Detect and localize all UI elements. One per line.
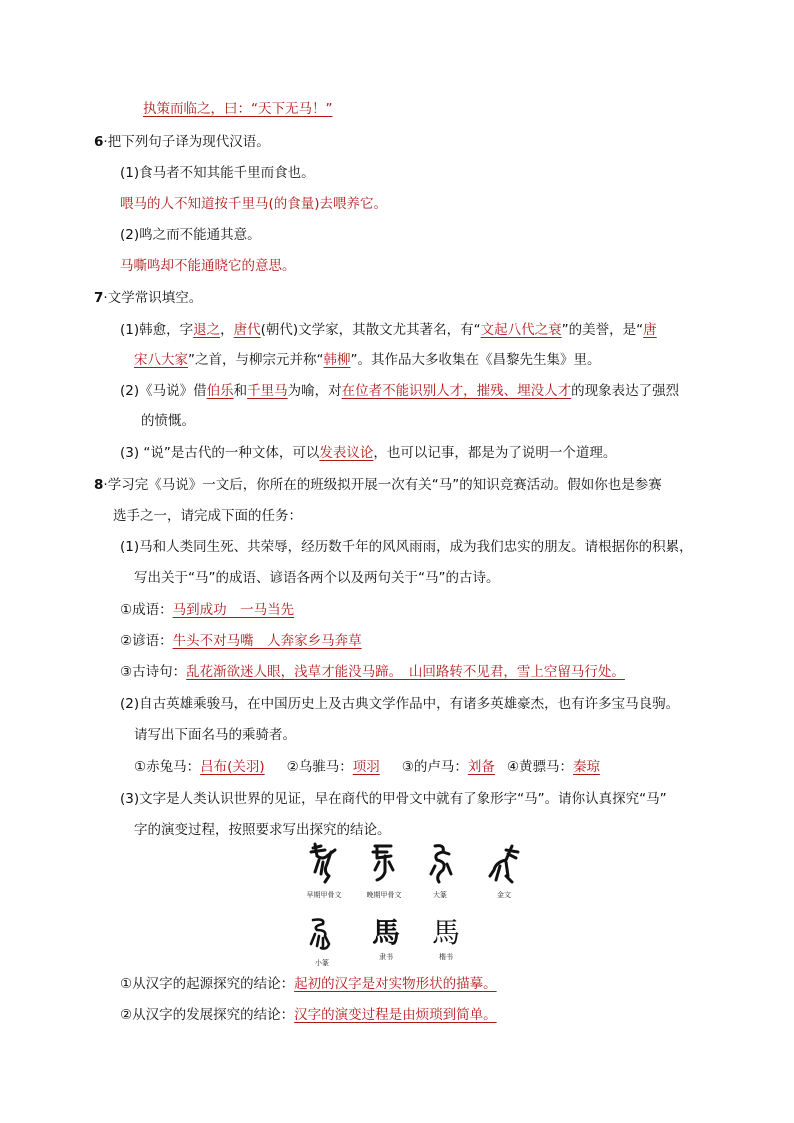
- horse-glyph-icon: [307, 842, 341, 884]
- text: 和: [233, 383, 248, 399]
- question-7: 7·文学常识填空。: [94, 290, 203, 306]
- conclusion-2-row: [120, 1005, 497, 1025]
- q6-answer-1: 喂马的人不知道按千里马(的食量)去喂养它。: [120, 196, 388, 212]
- glyph-caption: 楷书: [439, 953, 453, 961]
- blank-answer: 发表议论: [319, 445, 374, 461]
- glyph-caption: 早期甲骨文: [306, 891, 342, 899]
- text: (朝代)文学家，其散文尤其著名，有“: [260, 322, 481, 338]
- blank-answer: 马到成功 一马当先: [172, 602, 295, 618]
- glyph-late-oracle: [358, 842, 410, 900]
- label: ④黄骠马：: [506, 759, 573, 775]
- idiom-row: [120, 600, 294, 620]
- q6-sentence-2: (2)鸣之而不能通其意。: [120, 227, 261, 243]
- glyph-dazhuan: [420, 842, 460, 900]
- question-6: 6·把下列句子译为现代汉语。: [94, 134, 270, 150]
- glyph-xiaozhuan: [302, 916, 342, 968]
- horse-riders-row: [134, 757, 600, 777]
- glyph-caption: 晚期甲骨文: [366, 891, 402, 899]
- blank-answer: 宋八大家: [134, 352, 188, 368]
- glyph-early-oracle: [298, 842, 350, 900]
- horse-glyph-icon: [486, 842, 522, 884]
- blank-answer: 唐: [643, 322, 657, 338]
- q7-part-1-line-2: [134, 350, 601, 370]
- label: ①成语：: [120, 602, 173, 618]
- q6-sentence-1: (1)食马者不知其能千里而食也。: [120, 165, 315, 181]
- text: (2)《马说》借: [120, 383, 207, 399]
- blank-answer: 退之: [193, 322, 221, 338]
- question-number: 7: [94, 290, 104, 306]
- glyph-caption: 小篆: [315, 959, 329, 967]
- q6-answer-2: 马嘶鸣却不能通晓它的意思。: [120, 258, 296, 274]
- label: ③古诗句：: [120, 664, 187, 680]
- blank-answer: 乱花渐欲迷人眼，浅草才能没马蹄。 山回路转不见君，雪上空留马行处。: [186, 664, 625, 680]
- horse-glyph-icon: [367, 842, 401, 884]
- label: ①赤兔马：: [134, 759, 201, 775]
- horse-glyph-icon: [307, 916, 337, 952]
- q8-part-3-line-2: 字的演变过程，按照要求写出探究的结论。: [134, 822, 391, 838]
- blank-answer: 汉字的演变过程是由烦琐到简单。: [294, 1007, 497, 1023]
- blank-answer: 在位者不能识别人才，摧残、埋没人才: [341, 383, 572, 399]
- blank-answer: 吕布(关羽): [200, 759, 265, 775]
- q8-title-line-2: 选手之一，请完成下面的任务：: [113, 508, 302, 524]
- text: ”。其作品大多收集在《昌黎先生集》里。: [350, 352, 601, 368]
- q8-part-1-line-2: 写出关于“马”的成语、谚语各两个以及两句关于“马”的古诗。: [134, 570, 500, 586]
- label: ②从汉字的发展探究的结论：: [120, 1007, 295, 1023]
- question-title: 把下列句子译为现代汉语。: [107, 134, 270, 150]
- glyph-caption: 隶书: [379, 953, 393, 961]
- glyph-caption: 金文: [497, 891, 511, 899]
- horse-character-evolution-figure: [296, 842, 528, 970]
- label: ②乌骓马：: [286, 759, 353, 775]
- question-8: 8·学习完《马说》一文后，你所在的班级拟开展一次有关“马”的知识竞赛活动。假如你也是参赛: [94, 477, 662, 493]
- text: ”之首，与柳宗元并称“: [188, 352, 324, 368]
- label: ②谚语：: [120, 633, 173, 649]
- text: (1)韩愈，字: [120, 322, 194, 338]
- top-quote-line: 执策而临之，曰：“天下无马！”: [143, 101, 333, 117]
- label: ①从汉字的起源探究的结论：: [120, 976, 295, 992]
- glyph-kaishu: [424, 916, 468, 962]
- q7-part-1-line-1: [120, 320, 657, 340]
- q8-part-3-line-1: (3)文字是人类认识世界的见证，早在商代的甲骨文中就有了象形字“马”。请你认真探究“马”: [120, 791, 667, 807]
- text: ，也可以记事，都是为了说明一个道理。: [373, 445, 617, 461]
- horse-glyph-icon: 馬: [371, 916, 400, 949]
- question-number: 8: [94, 477, 104, 493]
- blank-answer: 千里马: [247, 383, 288, 399]
- proverb-row: [120, 631, 362, 651]
- question-title: 文学常识填空。: [107, 290, 203, 306]
- text: ”的美誉，是“: [561, 322, 644, 338]
- blank-answer: 起初的汉字是对实物形状的描摹。: [294, 976, 497, 992]
- text: (3) “说”是古代的一种文体，可以: [120, 445, 320, 461]
- blank-answer: 韩柳: [323, 352, 351, 368]
- glyph-caption: 大篆: [433, 891, 447, 899]
- q7-part-2-line-1: [120, 381, 679, 401]
- text: 为喻，对: [287, 383, 342, 399]
- q8-part-1-line-1: (1)马和人类同生死、共荣辱，经历数千年的风风雨雨，成为我们忠实的朋友。请根据你的积累，: [120, 539, 693, 555]
- horse-glyph-icon: [425, 842, 455, 884]
- horse-glyph-icon: 馬: [431, 916, 460, 949]
- blank-answer: 牛头不对马嘴 人奔家乡马奔草: [172, 633, 362, 649]
- text: 的现象表达了强烈: [571, 383, 680, 399]
- blank-answer: 刘备: [467, 759, 495, 775]
- conclusion-1-row: [120, 974, 497, 994]
- poem-row: [120, 662, 625, 682]
- q7-part-3: [120, 443, 616, 463]
- blank-answer: 唐代: [233, 322, 261, 338]
- glyph-jinwen: [480, 842, 528, 900]
- question-number: 6: [94, 134, 104, 150]
- label: ③的卢马：: [401, 759, 468, 775]
- text: ，: [220, 322, 234, 338]
- q8-part-2-line-2: 请写出下面名马的乘骑者。: [134, 727, 296, 743]
- blank-answer: 伯乐: [206, 383, 234, 399]
- blank-answer: 项羽: [352, 759, 380, 775]
- q7-part-2-line-2: 的愤慨。: [141, 413, 195, 429]
- glyph-lishu: [364, 916, 408, 962]
- blank-answer: 秦琼: [572, 759, 600, 775]
- question-title: 学习完《马说》一文后，你所在的班级拟开展一次有关“马”的知识竞赛活动。假如你也是参赛: [107, 477, 662, 493]
- q8-part-2-line-1: (2)自古英雄乘骏马，在中国历史上及古典文学作品中，有诸多英雄豪杰，也有许多宝马良驹。: [120, 696, 680, 712]
- blank-answer: 文起八代之衰: [480, 322, 562, 338]
